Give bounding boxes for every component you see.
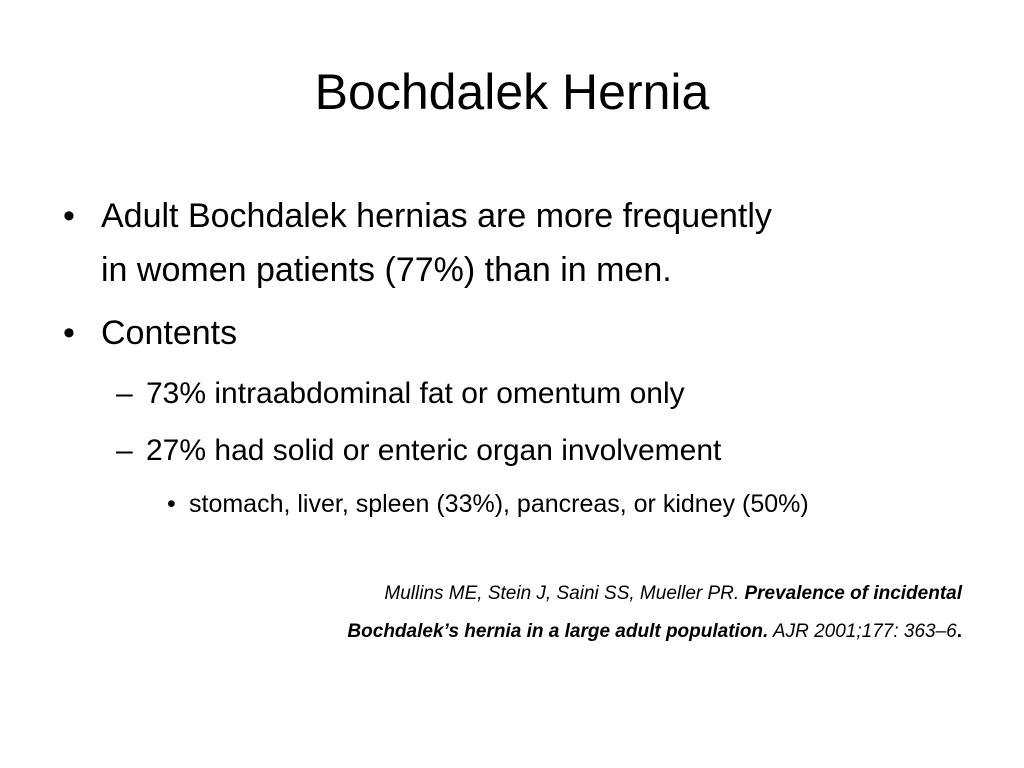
sub-bullet-text: 73% intraabdominal fat or omentum only <box>146 377 685 410</box>
bullet-marker: • <box>63 197 75 235</box>
sub-bullet-fat-omentum <box>116 374 685 414</box>
citation-title-part-1: Prevalence of incidental <box>744 583 962 604</box>
dash-marker: – <box>116 434 133 467</box>
citation-end: . <box>956 621 962 642</box>
bullet-text-line-2: in women patients (77%) than in men. <box>101 251 672 289</box>
bullet-item-adult-hernias <box>63 189 772 297</box>
slide-title: Bochdalek Hernia <box>314 64 710 120</box>
bullet-text-line-1: Adult Bochdalek hernias are more frequently <box>101 197 772 235</box>
citation-line-2 <box>347 619 962 645</box>
citation-authors: Mullins ME, Stein J, Saini SS, Mueller PR. <box>384 583 745 604</box>
citation-line-1 <box>384 581 962 607</box>
bullet-marker: • <box>167 490 176 518</box>
citation-journal: AJR 2001;177: 363–6 <box>768 621 957 642</box>
sub-sub-bullet-text: stomach, liver, spleen (33%), pancreas, or kidney (50%) <box>189 490 809 518</box>
sub-bullet-text: 27% had solid or enteric organ involvement <box>146 434 722 467</box>
sub-bullet-organ-involvement <box>116 431 722 471</box>
bullet-text: Contents <box>101 314 238 352</box>
citation-title-part-2: Bochdalek’s hernia in a large adult population. <box>347 621 769 642</box>
bullet-marker: • <box>63 314 75 352</box>
sub-sub-bullet-organs <box>167 487 809 521</box>
dash-marker: – <box>116 377 133 410</box>
bullet-item-contents <box>63 306 238 360</box>
